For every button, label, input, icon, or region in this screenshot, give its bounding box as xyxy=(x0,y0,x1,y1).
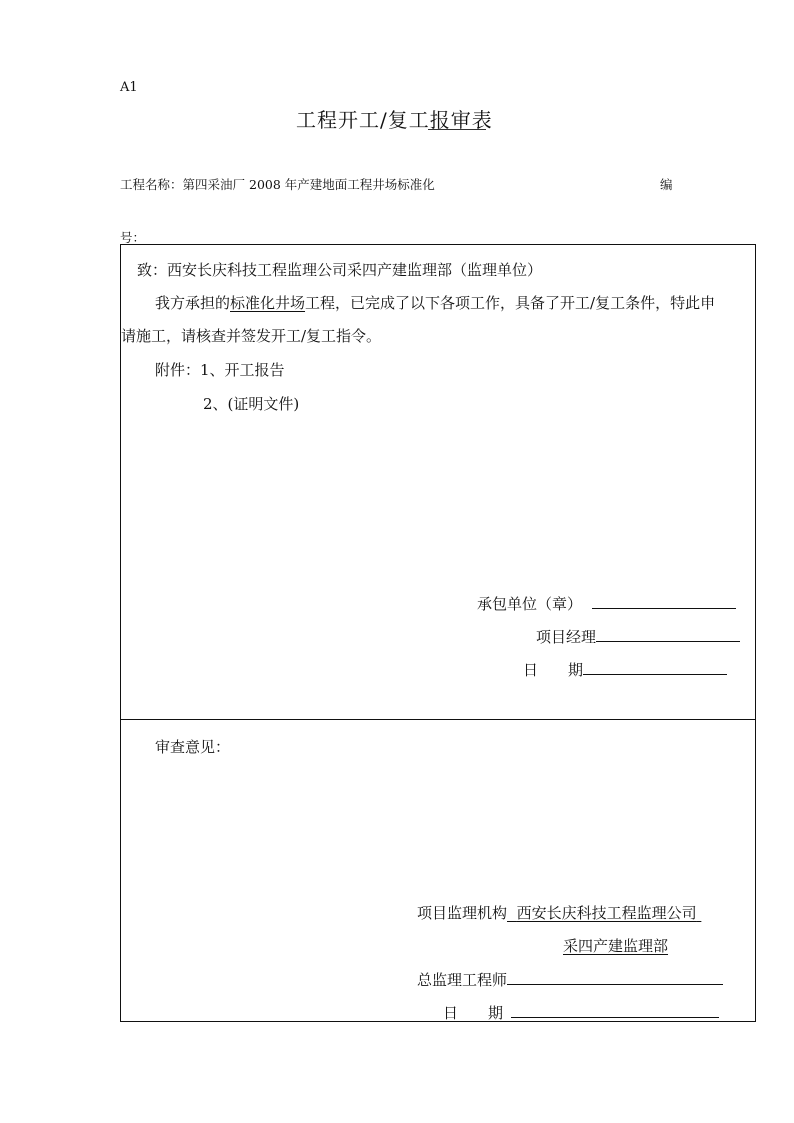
review-opinion-label: 审查意见： xyxy=(155,738,231,756)
review-date-line xyxy=(511,1003,719,1018)
serial-label-part2: 号： xyxy=(120,230,146,245)
contractor-row xyxy=(477,593,736,614)
review-date-label: 日 期 xyxy=(443,1004,504,1022)
manager-signature-line xyxy=(596,627,740,642)
body-prefix: 我方承担的 xyxy=(155,294,231,312)
attachment-2: 2、(证明文件) xyxy=(203,395,300,413)
chief-engineer-label: 总监理工程师 xyxy=(417,971,508,989)
title-underline xyxy=(428,129,486,130)
project-name-value: 第四采油厂 2008 年产建地面工程井场标准化 xyxy=(182,177,435,192)
attachments-label: 附件：1、开工报告 xyxy=(155,361,285,379)
project-name-row xyxy=(120,175,435,193)
project-name-label: 工程名称： xyxy=(120,177,183,192)
serial-label-part1: 编 xyxy=(660,177,673,192)
application-date-line xyxy=(583,660,727,675)
chief-engineer-signature-line xyxy=(507,970,723,985)
chief-engineer-row xyxy=(417,969,723,990)
application-body-line2: 请施工，请核查并签发开工/复工指令。 xyxy=(121,327,382,345)
contractor-label: 承包单位（章） xyxy=(477,595,583,613)
addressee-line: 致：西安长庆科技工程监理公司采四产建监理部（监理单位） xyxy=(137,261,543,279)
manager-label: 项目经理 xyxy=(536,628,597,646)
form-code: A1 xyxy=(120,80,138,95)
form-frame xyxy=(120,244,756,1022)
application-date-label: 日 期 xyxy=(523,661,584,679)
manager-row xyxy=(536,626,740,647)
body-suffix: 工程，已完成了以下各项工作，具备了开工/复工条件，特此申 xyxy=(305,294,716,312)
supervisor-org-line2: 采四产建监理部 xyxy=(563,937,669,955)
application-date-row xyxy=(523,659,727,680)
section-divider xyxy=(121,719,755,720)
body-project-name: 标准化井场 xyxy=(230,294,306,312)
form-title: 工程开工/复工报审表 xyxy=(296,108,493,132)
application-body-line1 xyxy=(155,292,715,313)
contractor-signature-line xyxy=(592,594,736,609)
review-date-row xyxy=(443,1002,719,1023)
supervisor-org-row xyxy=(417,902,701,923)
supervisor-org-line1: 西安长庆科技工程监理公司 xyxy=(516,904,697,922)
supervisor-org-label: 项目监理机构 xyxy=(417,904,508,922)
